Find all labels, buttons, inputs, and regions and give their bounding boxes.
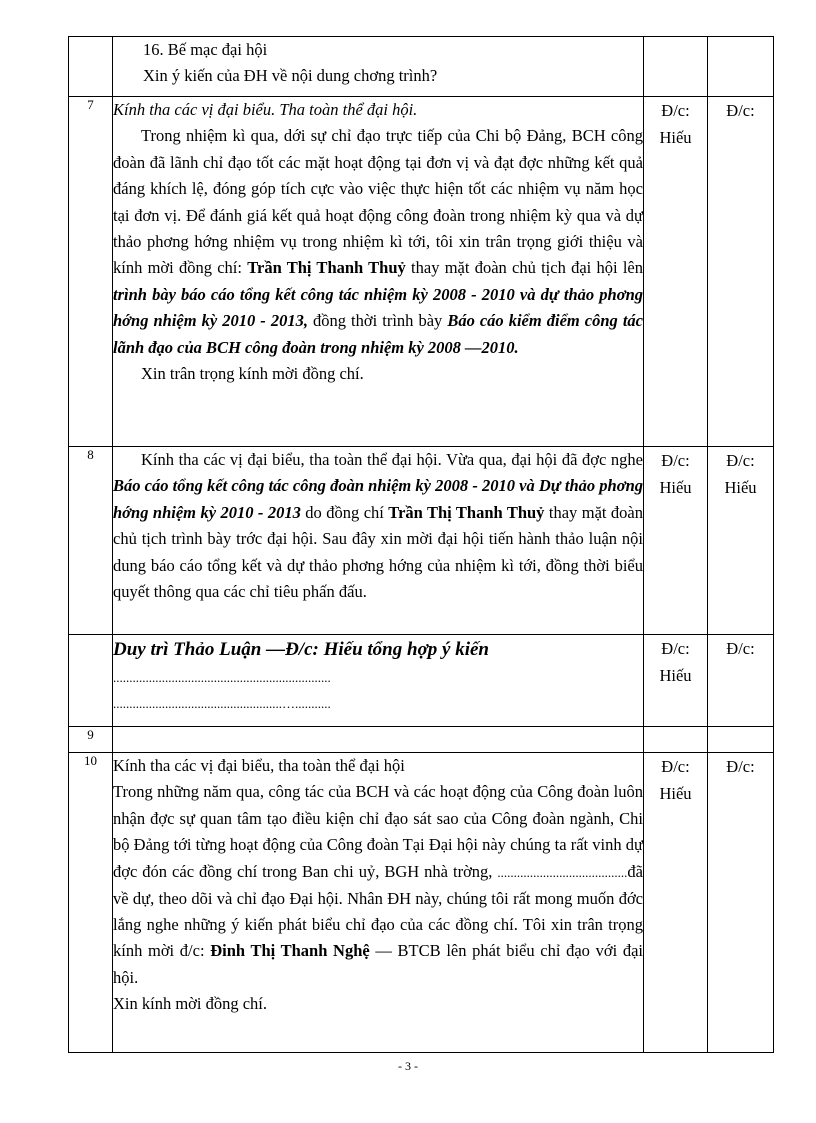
presenter-cell xyxy=(644,753,708,1053)
assistant-cell xyxy=(708,37,774,97)
row-content xyxy=(113,37,644,97)
report-title: Báo cáo kiểm điểm công tác lãnh đạo của BCH công đoàn trong nhiệm kỳ 2008 —2010. xyxy=(113,311,643,357)
row-content xyxy=(113,727,644,753)
closing-line: Xin trân trọng kính mời đồng chí. xyxy=(141,364,364,384)
row-content xyxy=(113,97,644,447)
presenter-cell xyxy=(644,447,708,635)
role-label: Đ/c: xyxy=(661,451,690,470)
presenter-cell xyxy=(644,97,708,447)
closing-line: Xin kính mời đồng chí. xyxy=(113,994,268,1014)
table-row xyxy=(69,447,774,635)
page-number: - 3 - xyxy=(398,1059,418,1073)
closing-item: 16. Bế mạc đại hội xyxy=(143,40,268,59)
person-name: Trần Thị Thanh Thuỷ xyxy=(388,502,545,522)
paragraph xyxy=(113,447,643,605)
text: Trong nhiệm kì qua, dới sự chỉ đạo trực tiếp của Chi bộ Đảng, BCH công đoàn đã lãnh chỉ đạo tốt các mặt hoạt động tại đơn vị và đạt đợc những kết quả đáng khích lệ, đóng góp tích cực vào việc thực hiện tốt các nhiệm vụ năm học tại đơn vị. Để đánh giá kết quả hoạt động công đoàn trong nhiệm kỳ qua và dự thảo phơng hớng nhiệm vụ trong nhiệm kì tới, tôi xin trân trọng giới thiệu và kính mời đồng chí: xyxy=(113,126,643,278)
discussion-heading: Duy trì Thảo Luận —Đ/c: Hiếu tổng hợp ý kiến xyxy=(113,639,489,660)
row-number: 8 xyxy=(69,447,113,635)
role-label: Đ/c: xyxy=(661,639,690,658)
role-label: Đ/c: xyxy=(726,757,755,776)
report-title: trình bày báo cáo tổng kết công tác nhiệm kỳ 2008 - 2010 và dự thảo phơng hớng nhiệm kỳ 2010 - 2013, xyxy=(113,284,643,331)
dotted-line: ................................................................... xyxy=(113,670,331,685)
person-label: Hiếu xyxy=(659,128,692,147)
assistant-cell xyxy=(708,447,774,635)
role-label: Đ/c: xyxy=(726,451,755,470)
assistant-cell xyxy=(708,97,774,447)
presenter-cell xyxy=(644,727,708,753)
row-content xyxy=(113,753,644,1053)
assistant-cell xyxy=(708,753,774,1053)
row-content xyxy=(113,635,644,727)
row-number: 9 xyxy=(69,727,113,753)
text: Trong những năm qua, công tác của BCH và các hoạt động của Công đoàn luôn nhận đợc sự quan tâm tạo điều kiện chỉ đạo sát sao của Công đoàn ngành, Chi bộ Đảng tới từng hoạt động của Công đoàn Tại Đại hội này chúng ta rất vinh dự đợc đón các đồng chí trong Ban chi uỷ, BGH nhà trờng, xyxy=(113,782,643,881)
role-label: Đ/c: xyxy=(661,101,690,120)
assistant-cell xyxy=(708,727,774,753)
row-number: 7 xyxy=(69,97,113,447)
row-number xyxy=(69,635,113,727)
text: đã về dự, theo dõi và chỉ đạo Đại hội. Nhân ĐH này, chúng tôi rất mong muốn đớc lắng nghe những ý kiến phát biểu chỉ đạo của các đồng chí. Tôi xin trân trọng kính mời đ/c: xyxy=(113,861,643,961)
greeting: Kính tha các vị đại biểu, tha toàn thể đại hội xyxy=(113,756,405,775)
person-name: Trần Thị Thanh Thuỷ xyxy=(247,258,406,278)
person-name: Đinh Thị Thanh Nghệ xyxy=(210,941,370,961)
assistant-cell xyxy=(708,635,774,727)
row-content xyxy=(113,447,644,635)
table-row xyxy=(69,97,774,447)
person-label: Hiếu xyxy=(659,784,692,803)
table-row xyxy=(69,37,774,97)
person-label: Hiếu xyxy=(659,478,692,497)
role-label: Đ/c: xyxy=(726,639,755,658)
presenter-cell xyxy=(644,635,708,727)
table-row xyxy=(69,753,774,1053)
table-row xyxy=(69,635,774,727)
report-title: Báo cáo tổng kết công tác công đoàn nhiệm kỳ 2008 - 2010 và Dự thảo phơng hớng nhiệm kỳ 2010 - 2013 xyxy=(113,476,643,522)
role-label: Đ/c: xyxy=(661,757,690,776)
row-number xyxy=(69,37,113,97)
text: đồng thời trình bày xyxy=(307,311,448,331)
greeting: Kính tha các vị đại biểu. Tha toàn thể đại hội. xyxy=(113,100,418,119)
text: thay mặt đoàn chủ tịch trình bày trớc đại hội. Sau đây xin mời đại hội tiến hành thảo luận nội dung báo cáo tổng kết và dự thảo phơng hớng của nhiệm kì tới, đồng thời biểu quyết thông qua các chỉ tiêu phấn đấu. xyxy=(113,502,643,602)
text: do đồng chí xyxy=(300,502,389,522)
role-label: Đ/c: xyxy=(726,101,755,120)
table-row xyxy=(69,727,774,753)
dotted-blank: ........................................ xyxy=(497,864,628,880)
person-label: Hiếu xyxy=(724,478,757,497)
text: — BTCB lên phát biểu chỉ đạo với đại hội. xyxy=(113,941,643,987)
person-label: Hiếu xyxy=(659,666,692,685)
program-table xyxy=(68,36,774,1053)
text: thay mặt đoàn chủ tịch đại hội lên xyxy=(405,258,643,278)
paragraph xyxy=(113,779,643,991)
text: Kính tha các vị đại biểu, tha toàn thể đại hội. Vừa qua, đại hội đã đợc nghe xyxy=(141,450,643,469)
paragraph xyxy=(113,123,643,361)
dotted-line: ....................................................…........... xyxy=(113,696,331,711)
presenter-cell xyxy=(644,37,708,97)
opinion-request: Xin ý kiến của ĐH về nội dung chơng trình? xyxy=(143,66,438,86)
row-number: 10 xyxy=(69,753,113,1053)
